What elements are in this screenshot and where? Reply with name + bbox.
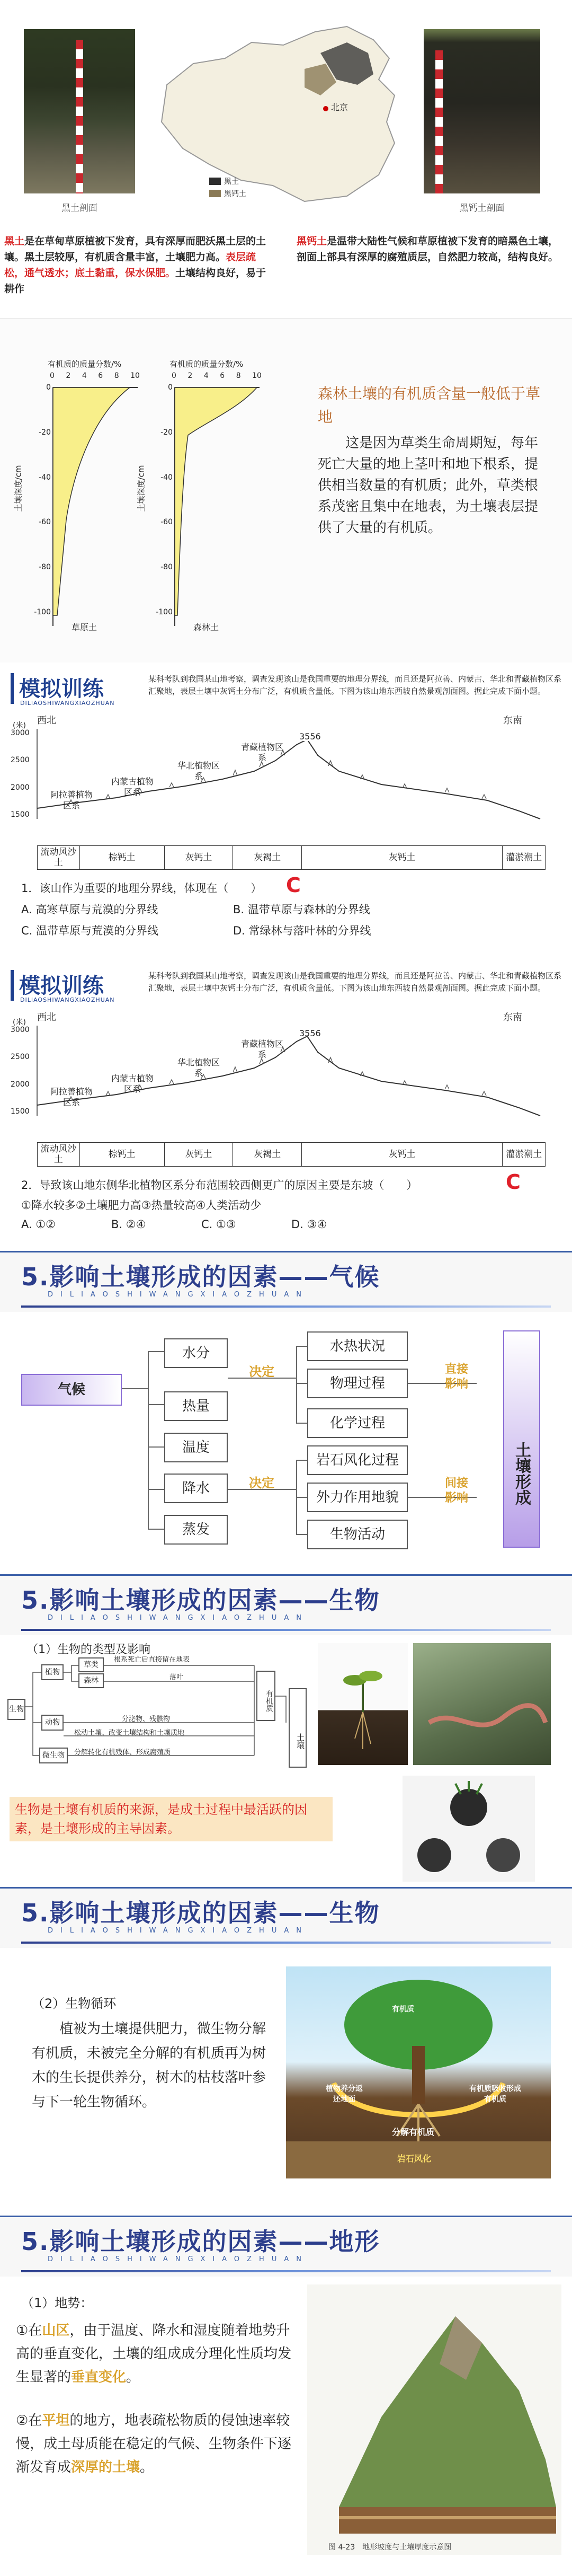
section-title: 5.影响土壤形成的因素——气候 — [21, 1263, 380, 1291]
y-ticks: 3000 2500 2000 1500 — [11, 729, 30, 819]
temp-box: 温度 — [164, 1433, 228, 1462]
practice-intro: 某科考队到我国某山地考察，调查发现该山是我国重要的地理分界线，而且还是阿拉善、内蒙古、华北和青藏植物区系汇聚地，表层土壤中灰钙土分布广泛，有机质含量低。下图为该山地东西坡自然景观剖面图。据此完成下面小题。 — [148, 674, 562, 696]
region-4: 青藏植物区系 — [240, 1039, 283, 1060]
bio-root-box: 生物 — [7, 1699, 25, 1720]
mountain-profile — [11, 724, 561, 851]
grass-box: 草类 — [78, 1657, 104, 1672]
peak-label: 3556 — [299, 731, 321, 742]
soil-cell: 流动风沙土 — [38, 1143, 80, 1166]
chemical-box: 化学过程 — [307, 1408, 408, 1438]
soil-cell: 灰钙土 — [302, 1143, 503, 1166]
right-caption: 黑钙土剖面 — [459, 203, 505, 214]
axis-title-right: 有机质的质量分数/% — [169, 359, 244, 369]
soil-cell: 灰钙土 — [165, 846, 234, 869]
depth-ticks-left: 0 -20 -40 -60 -80 -100 — [34, 383, 51, 616]
mountain-profile — [11, 1020, 561, 1148]
y-axis-label-right: 土壤深度/cm — [136, 465, 146, 512]
west-label: 西北 — [37, 715, 56, 726]
units-label: (米) — [13, 721, 26, 730]
earthworm-icon — [413, 1643, 551, 1765]
option-a[interactable]: A. 高寒草原与荒漠的分界线 — [21, 903, 158, 916]
slide-organic-matter — [0, 318, 572, 663]
evap-box: 蒸发 — [164, 1515, 228, 1545]
section-header — [0, 2216, 572, 2277]
animal-box: 动物 — [41, 1715, 64, 1731]
section-header — [0, 1574, 572, 1635]
cycle-label-4: 分解有机质 — [392, 2127, 435, 2137]
sapling-icon — [318, 1643, 408, 1765]
cycle-subheading: （2）生物循环 — [32, 1996, 117, 2011]
map-city-label: 北京 — [331, 102, 348, 112]
ticks-left: 0 2 4 6 8 10 — [50, 372, 140, 380]
slide-practice-2 — [0, 959, 572, 1246]
option-c[interactable]: C. ①③ — [201, 1218, 236, 1231]
title-underline — [21, 1942, 551, 1944]
option-d[interactable]: D. ③④ — [291, 1218, 327, 1231]
water-box: 水分 — [164, 1338, 228, 1368]
answer-2: C — [506, 1170, 521, 1194]
climate-connectors — [0, 1325, 572, 1558]
bio-photo-1 — [318, 1643, 408, 1765]
forest-box: 森林 — [78, 1673, 104, 1688]
section-pinyin: DILIAOSHIWANGXIAOZHUAN — [48, 1614, 309, 1622]
option-a[interactable]: A. ①② — [21, 1218, 56, 1231]
question-2: 2．导致该山地东侧华北植物区系分布范围较西侧更广的原因主要是东坡（ ） — [21, 1179, 418, 1192]
slide-soil-profiles — [0, 0, 572, 297]
reasons-2: ①降水较多②土壤肥力高③热量较高④人类活动少 — [21, 1199, 262, 1212]
depth-ticks-right: 0 -20 -40 -60 -80 -100 — [156, 383, 173, 616]
ruler-icon — [76, 40, 83, 193]
bio-highlight: 生物是土壤有机质的来源，是成土过程中最活跃的因素，是土壤形成的主导因素。 — [10, 1797, 333, 1841]
slide-biology-2 — [0, 1887, 572, 2200]
section-pinyin: DILIAOSHIWANGXIAOZHUAN — [48, 1927, 309, 1935]
chernozem-photo — [424, 29, 540, 193]
soil-row — [37, 1142, 546, 1167]
cycle-label-3: 有机质 — [392, 2005, 414, 2014]
decide-label-1: 决定 — [249, 1364, 274, 1379]
region-3: 华北植物区系 — [177, 761, 220, 781]
option-c[interactable]: C. 温带草原与荒漠的分界线 — [21, 924, 159, 937]
west-label: 西北 — [37, 1012, 56, 1023]
title-underline — [21, 1305, 551, 1308]
black-soil-photo — [24, 29, 135, 193]
climate-box: 气候 — [21, 1374, 122, 1406]
soil-cell: 灰钙土 — [165, 1143, 234, 1166]
forest-body: 这是因为草类生命周期短，每年死亡大量的地上茎叶和地下根系，提供相当数量的有机质；此外，草类根系茂密且集中在地表，为土壤表层提供了大量的有机质。 — [318, 435, 539, 536]
units-label: (米) — [13, 1018, 26, 1027]
forest-label: 森林土 — [193, 622, 219, 632]
section-pinyin: DILIAOSHIWANGXIAOZHUAN — [48, 2255, 309, 2263]
region-2: 内蒙古植物区系 — [111, 777, 154, 797]
section-title: 5.影响土壤形成的因素——地形 — [21, 2227, 380, 2256]
practice-intro: 某科考队到我国某山地考察，调查发现该山是我国重要的地理分界线，而且还是阿拉善、内蒙古、华北和青藏植物区系汇聚地，表层土壤中灰钙土分布广泛，有机质含量低。下图为该山地东西坡自然景观剖面图。据此完成下面小题。 — [148, 971, 562, 993]
soil-box: 土壤 — [289, 1688, 307, 1768]
weathering-box: 岩石风化过程 — [307, 1445, 408, 1475]
soil-row — [37, 845, 546, 870]
cycle-image — [286, 1966, 551, 2178]
path-roots: 根系死亡后直接留在地表 — [114, 1656, 190, 1664]
tree-cycle-icon — [286, 1966, 551, 2178]
direct-label: 直接影响 — [445, 1363, 469, 1391]
slide-biology-1 — [0, 1574, 572, 1882]
path-animal: 松动土壤、改变土壤结构和土壤质地 — [74, 1729, 185, 1737]
practice-title: 模拟训练 — [19, 677, 104, 701]
terrain-fig-caption: 图 4-23 地形坡度与土壤厚度示意图 — [328, 2543, 452, 2552]
section-title: 5.影响土壤形成的因素——生物 — [21, 1586, 380, 1615]
cycle-label-5: 岩石风化 — [397, 2154, 432, 2164]
path-microbe: 分解转化有机残体、形成腐殖质 — [74, 1749, 171, 1757]
section-pinyin: DILIAOSHIWANGXIAOZHUAN — [48, 1291, 309, 1299]
option-b[interactable]: B. ②④ — [111, 1218, 146, 1231]
microbe-box: 微生物 — [39, 1748, 68, 1763]
section-title: 5.影响土壤形成的因素——生物 — [21, 1899, 380, 1927]
indirect-label: 间接影响 — [445, 1477, 469, 1505]
practice-subtitle: DILIAOSHIWANGXIAOZHUAN — [20, 996, 115, 1003]
title-underline — [21, 1629, 551, 1631]
terrain-p2: ②在平坦的地方，地表疏松物质的侵蚀速率较慢，成土母质能在稳定的气候、生物条件下逐渐发育成深厚的土壤。 — [16, 2413, 292, 2475]
chernozem-text: 黑钙土是温带大陆性气候和草原植被下发育的暗黑色土壤，剖面上部具有深厚的腐殖质层，自然肥力较高，结构良好。 — [297, 235, 559, 263]
soil-cell: 流动风沙土 — [38, 846, 80, 869]
east-label: 东南 — [503, 1012, 522, 1023]
section-header — [0, 1887, 572, 1948]
ticks-right: 0 2 4 6 8 10 — [172, 372, 262, 380]
soil-cell: 灌淤潮土 — [506, 852, 542, 863]
soil-cell: 棕钙土 — [80, 1143, 165, 1166]
microbe-icon — [403, 1776, 535, 1882]
region-4: 青藏植物区系 — [240, 742, 283, 763]
terrain-figure — [307, 2284, 561, 2555]
region-1: 阿拉善植物区系 — [50, 790, 93, 810]
china-map — [146, 21, 421, 212]
heat-box: 热量 — [164, 1391, 228, 1421]
region-3: 华北植物区系 — [177, 1057, 220, 1078]
bio-photo-2 — [413, 1643, 551, 1765]
path-leaves: 落叶 — [169, 1673, 184, 1681]
bio-subheading: （1）生物的类型及影响 — [26, 1643, 150, 1656]
east-label: 东南 — [503, 715, 522, 726]
black-soil-text: 黑土是在草甸草原植被下发育，具有深厚而肥沃黑土层的土壤。黑土层较厚，有机质含量丰富，土壤肥力高。表层疏松，通气透水；底土黏重，保水保肥。土壤结构良好，易于耕作 — [4, 235, 266, 295]
section-header — [0, 1251, 572, 1312]
soil-cell: 灌淤潮土 — [506, 1149, 542, 1160]
soil-cell: 棕钙土 — [80, 846, 165, 869]
landform-box: 外力作用地貌 — [307, 1483, 408, 1512]
map-legend-1: 黑土 — [224, 178, 239, 186]
cycle-body: 植被为土壤提供肥力，微生物分解有机质，未被完全分解的有机质再为树木的生长提供养分，树木的枯枝落叶参与下一轮生物循环。 — [32, 2021, 266, 2110]
path-secretions: 分泌物、残骸物 — [122, 1715, 171, 1723]
soil-cell: 灰褐土 — [233, 846, 302, 869]
grassland-label: 草原土 — [72, 622, 97, 632]
soil-cell: 灰钙土 — [302, 846, 503, 869]
slide-climate — [0, 1251, 572, 1564]
region-1: 阿拉善植物区系 — [50, 1087, 93, 1107]
soil-cell: 灰褐土 — [233, 1143, 302, 1166]
terrain-p1: ①在山区，由于温度、降水和湿度随着地势升高的垂直变化，土壤的组成成分理化性质均发生显著的垂直变化。 — [16, 2323, 292, 2385]
y-axis-label-left: 土壤深度/cm — [13, 465, 23, 512]
axis-title-left: 有机质的质量分数/% — [48, 359, 122, 369]
answer-1: C — [286, 874, 301, 897]
slide-practice-1 — [0, 663, 572, 946]
mountain-block-icon — [307, 2284, 561, 2539]
plant-box: 植物 — [41, 1664, 64, 1680]
title-underline — [21, 2270, 551, 2272]
ruler-icon — [435, 50, 443, 193]
cycle-label-1: 植物养分返还地面 — [326, 2085, 363, 2104]
decide-label-2: 决定 — [249, 1476, 274, 1490]
bio-photo-3 — [403, 1776, 535, 1882]
physical-box: 物理过程 — [307, 1369, 408, 1398]
cycle-label-2: 有机质吸收形成有机质 — [469, 2085, 521, 2104]
terrain-subheading: （1）地势： — [21, 2296, 93, 2310]
map-legend-2: 黑钙土 — [224, 190, 246, 198]
slide-terrain — [0, 2216, 572, 2576]
y-ticks: 3000 2500 2000 1500 — [11, 1026, 30, 1116]
peak-label: 3556 — [299, 1028, 321, 1038]
question-1: 1．该山作为重要的地理分界线，体现在（ ） — [21, 882, 262, 895]
option-b[interactable]: B. 温带草原与森林的分界线 — [233, 903, 370, 916]
left-caption: 黑土剖面 — [61, 203, 97, 214]
organic-box: 有机质 — [256, 1671, 275, 1721]
hydrothermal-box: 水热状况 — [307, 1331, 408, 1361]
soil-formation-box: 土壤形成 — [503, 1330, 540, 1548]
forest-heading: 森林土壤的有机质含量一般低于草地 — [318, 385, 541, 426]
practice-subtitle: DILIAOSHIWANGXIAOZHUAN — [20, 700, 115, 707]
bio-activity-box: 生物活动 — [307, 1520, 408, 1549]
region-2: 内蒙古植物区系 — [111, 1073, 154, 1094]
option-d[interactable]: D. 常绿林与落叶林的分界线 — [233, 924, 371, 937]
practice-title: 模拟训练 — [19, 974, 104, 998]
precip-box: 降水 — [164, 1474, 228, 1503]
